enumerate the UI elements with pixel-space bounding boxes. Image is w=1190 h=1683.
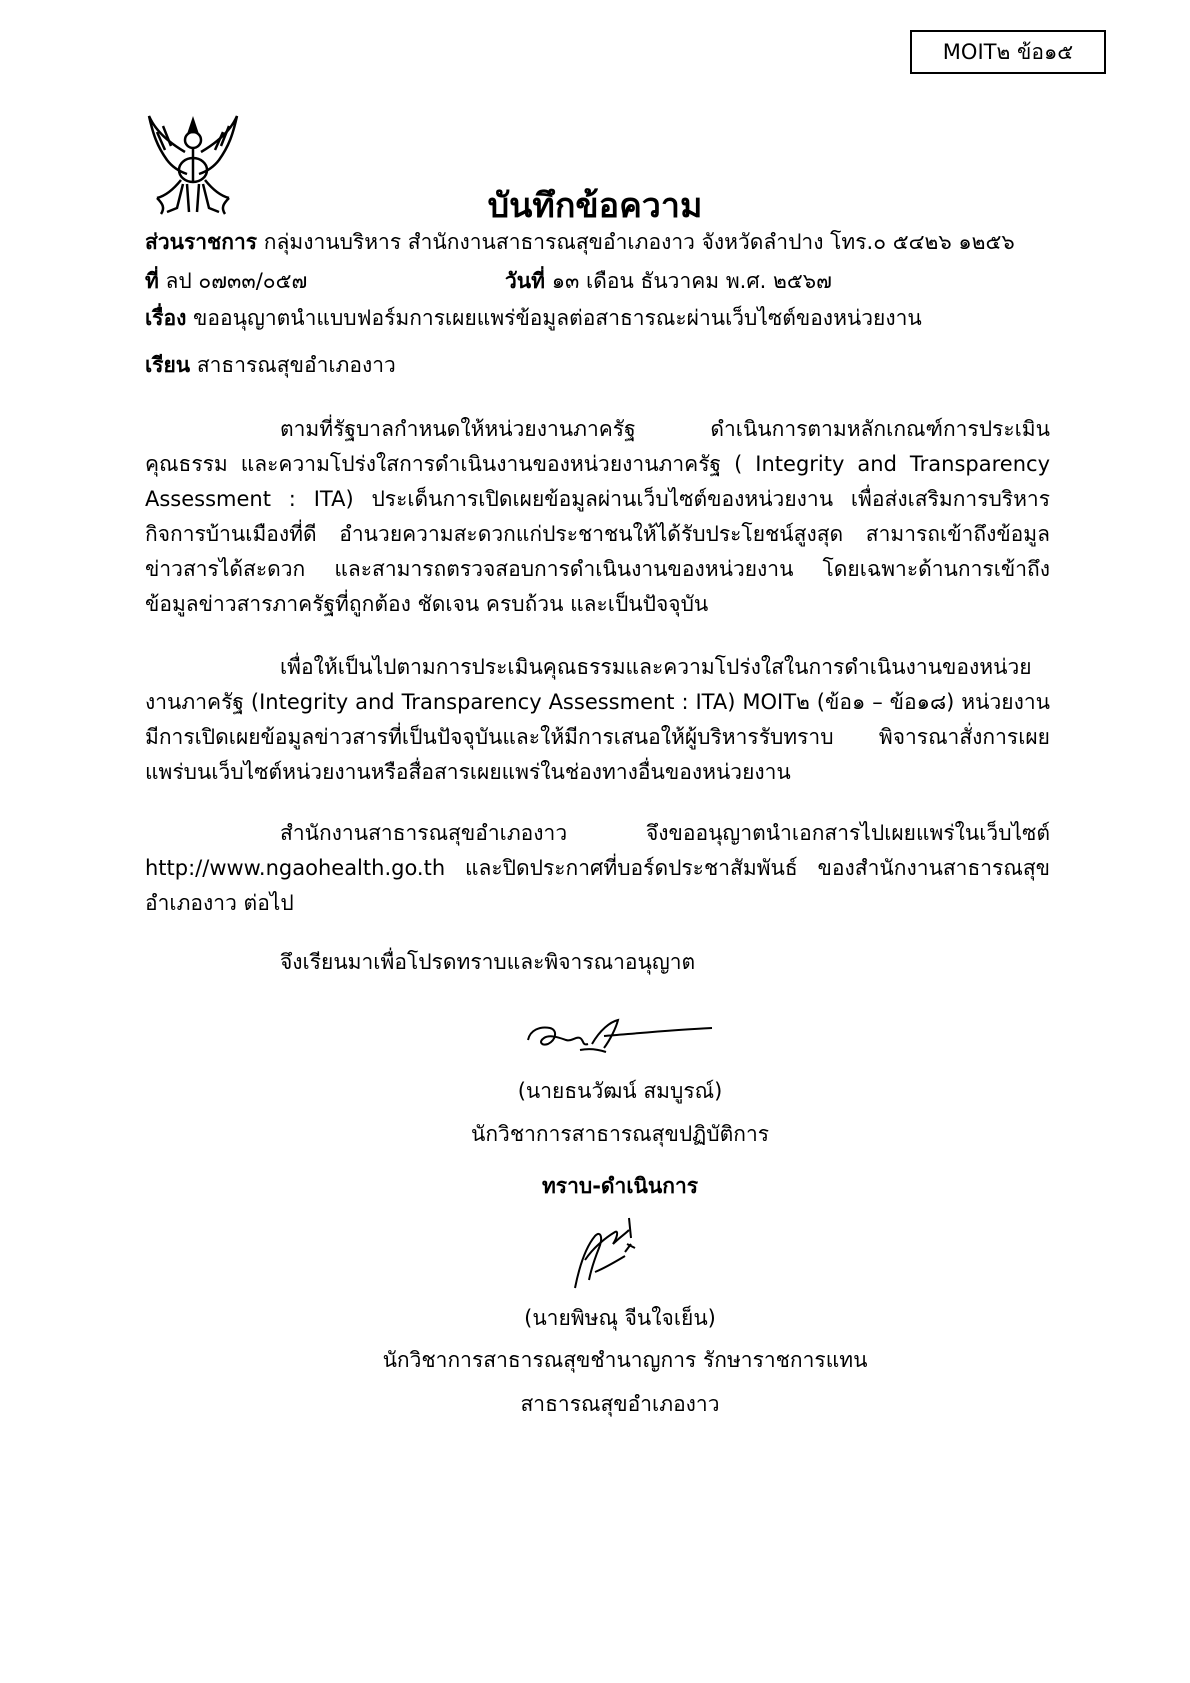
signature-1-icon: [520, 1000, 720, 1062]
paragraph-1: ตามที่รัฐบาลกำหนดให้หน่วยงานภาครัฐ ดำเนินการตามหลักเกณฑ์การประเมินคุณธรรม และความโปร่งใสการดำเนินงานของหน่วยงานภาครัฐ ( Integrity and Transparency Assessment : ITA) ประเด็นการเปิดเผยข้อมูลผ่านเว็บไซต์ของหน่วยงาน เพื่อส่งเสริมการบริหารกิจการบ้านเมืองที่ดี อำนวยความสะดวกแก่ประชาชนให้ได้รับประโยชน์สูงสุด สามารถเข้าถึงข้อมูลข่าวสารได้สะดวก และสามารถตรวจสอบการดำเนินงานของหน่วยงาน โดยเฉพาะด้านการเข้าถึงข้อมูลข่าวสารภาครัฐที่ถูกต้อง ชัดเจน ครบถ้วน และเป็นปัจจุบัน: [145, 417, 1050, 616]
agency-label: ส่วนราชการ: [145, 230, 258, 254]
signature-2-icon: [555, 1208, 665, 1298]
approval-label: ทราบ-ดำเนินการ: [541, 1174, 699, 1198]
recipient-value: สาธารณสุขอำเภองาว: [196, 353, 396, 377]
signer-1-name: (นายธนวัฒน์ สมบูรณ์): [517, 1079, 723, 1103]
subject-line: [145, 302, 922, 335]
date-label: วันที่: [505, 269, 545, 293]
date-value: ๑๓ เดือน ธันวาคม พ.ศ. ๒๕๖๗: [551, 269, 832, 293]
recipient-label: เรียน: [145, 353, 191, 377]
approver-position: นักวิชาการสาธารณสุขชำนาญการ รักษาราชการแทน: [382, 1348, 868, 1372]
document-code: MOIT๒ ข้อ๑๕: [942, 40, 1074, 64]
subject-value: ขออนุญาตนำแบบฟอร์มการเผยแพร่ข้อมูลต่อสาธารณะผ่านเว็บไซต์ของหน่วยงาน: [193, 306, 922, 330]
approver-position-2: สาธารณสุขอำเภองาว: [520, 1392, 720, 1416]
recipient-line: [145, 349, 396, 382]
approver-name: (นายพิษณุ จีนใจเย็น): [524, 1306, 716, 1330]
paragraph-2: เพื่อให้เป็นไปตามการประเมินคุณธรรมและความโปร่งใสในการดำเนินงานของหน่วยงานภาครัฐ (Integrity and Transparency Assessment : ITA) MOIT๒ (ข้อ๑ – ข้อ๑๘) หน่วยงานมีการเปิดเผยข้อมูลข่าวสารที่เป็นปัจจุบันและให้มีการเสนอให้ผู้บริหารรับทราบ พิจารณาสั่งการเผยแพร่บนเว็บไซต์หน่วยงานหรือสื่อสารเผยแพร่ในช่องทางอื่นของหน่วยงาน: [145, 655, 1050, 784]
subject-label: เรื่อง: [145, 306, 187, 330]
reference-label: ที่: [145, 269, 159, 293]
reference-line: [145, 265, 307, 298]
date-line: [505, 265, 832, 298]
agency-line: [145, 226, 1015, 259]
document-code-box: [910, 30, 1106, 74]
signer-1-position: นักวิชาการสาธารณสุขปฏิบัติการ: [470, 1122, 770, 1146]
paragraph-3: สำนักงานสาธารณสุขอำเภองาว จึงขออนุญาตนำเอกสารไปเผยแพร่ในเว็บไซต์ http://www.ngaohealth.go.th และปิดประกาศที่บอร์ดประชาสัมพันธ์ ของสำนักงานสาธารณสุขอำเภองาว ต่อไป: [145, 821, 1050, 915]
closing-line: จึงเรียนมาเพื่อโปรดทราบและพิจารณาอนุญาต: [280, 950, 696, 974]
page-title: บันทึกข้อความ: [487, 186, 703, 226]
reference-value: ลป ๐๗๓๓/๐๕๗: [165, 269, 308, 293]
agency-value: กลุ่มงานบริหาร สำนักงานสาธารณสุขอำเภองาว จังหวัดลำปาง โทร.๐ ๕๔๒๖ ๑๒๕๖: [263, 230, 1015, 254]
